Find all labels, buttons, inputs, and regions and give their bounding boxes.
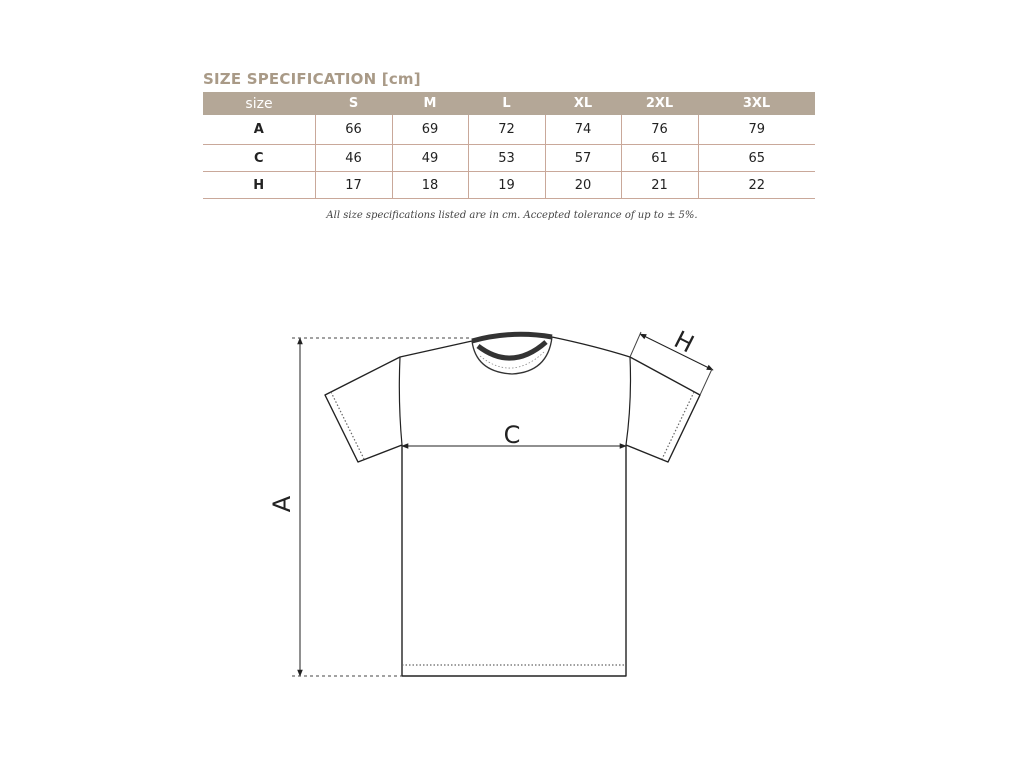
table-cell: 20 — [545, 172, 621, 199]
table-cell: 21 — [621, 172, 698, 199]
table-cell: 65 — [698, 145, 815, 172]
table-cell: 22 — [698, 172, 815, 199]
table-cell: 72 — [468, 115, 545, 145]
header-cell: XL — [545, 92, 621, 115]
table-cell: 49 — [392, 145, 468, 172]
table-cell: 61 — [621, 145, 698, 172]
page-title: SIZE SPECIFICATION [cm] — [203, 70, 421, 88]
table-cell: 18 — [392, 172, 468, 199]
label-a: A — [268, 495, 296, 513]
label-c: C — [503, 421, 521, 449]
tshirt-outline — [325, 337, 700, 676]
table-cell: 57 — [545, 145, 621, 172]
header-cell: 3XL — [698, 92, 815, 115]
row-label: A — [203, 115, 315, 145]
table-cell: 53 — [468, 145, 545, 172]
row-label: C — [203, 145, 315, 172]
table-cell: 74 — [545, 115, 621, 145]
table-cell: 66 — [315, 115, 392, 145]
header-cell: M — [392, 92, 468, 115]
header-cell: S — [315, 92, 392, 115]
tolerance-note: All size specifications listed are in cm. Accepted tolerance of up to ± 5%. — [326, 210, 698, 221]
header-cell: size — [203, 92, 315, 115]
tshirt-body — [325, 337, 700, 676]
table-cell: 79 — [698, 115, 815, 145]
header-cell: 2XL — [621, 92, 698, 115]
header-cell: L — [468, 92, 545, 115]
table-cell: 46 — [315, 145, 392, 172]
row-label: H — [203, 172, 315, 199]
table-cell: 76 — [621, 115, 698, 145]
table-cell: 69 — [392, 115, 468, 145]
table-cell: 19 — [468, 172, 545, 199]
label-h: H — [669, 325, 699, 359]
table-cell: 17 — [315, 172, 392, 199]
